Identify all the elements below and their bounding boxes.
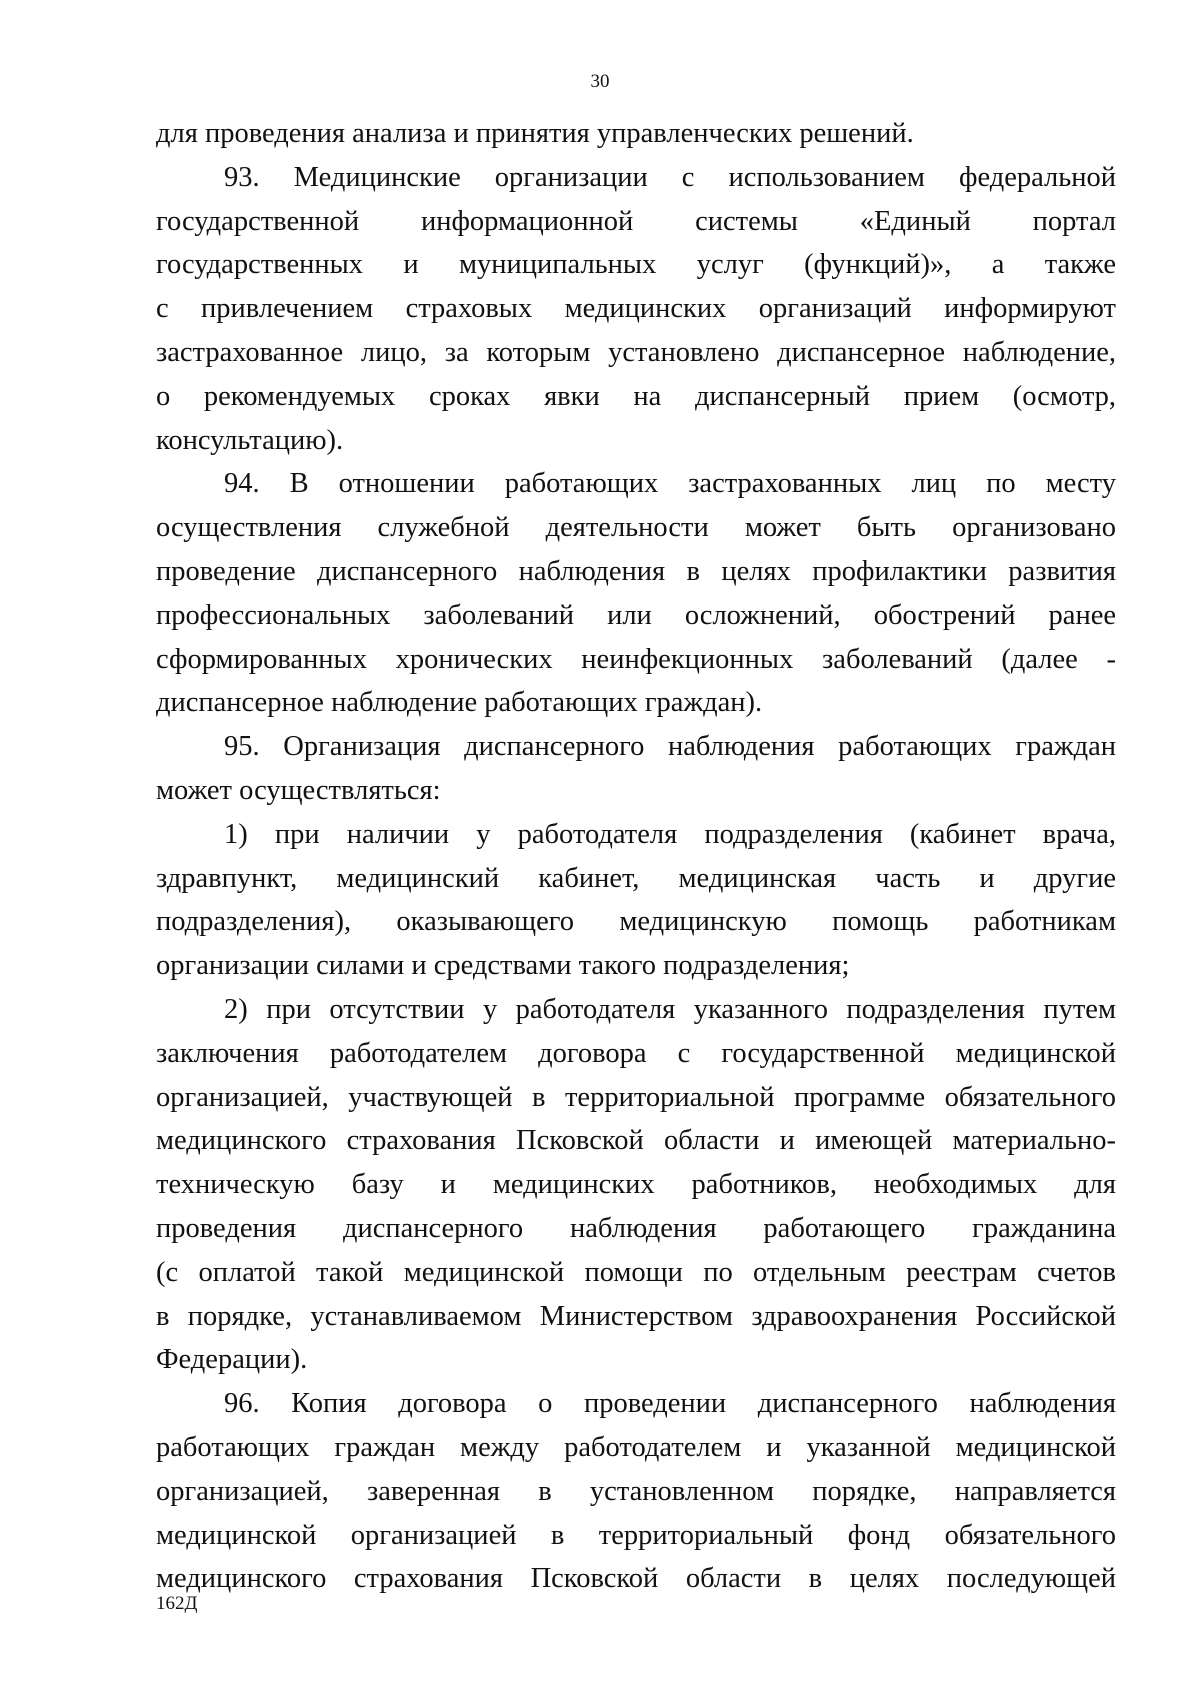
page-number: 30 [590, 71, 610, 92]
list-item-1-line: подразделения), оказывающего медицинскую помощь работникам [156, 906, 1116, 938]
list-item-2-line: техническую базу и медицинских работников, необходимых для [156, 1169, 1116, 1201]
paragraph-94-line: проведение диспансерного наблюдения в целях профилактики развития [156, 555, 1116, 587]
list-item-2-line: организацией, участвующей в территориальной программе обязательного [156, 1081, 1116, 1113]
list-item-1-line: здравпункт, медицинский кабинет, медицинская часть и другие [156, 862, 1116, 894]
text-line: для проведения анализа и принятия управленческих решений. [156, 118, 914, 149]
paragraph-93-line: о рекомендуемых сроках явки на диспансерный прием (осмотр, [156, 380, 1116, 412]
paragraph-94-line: 94. В отношении работающих застрахованных лиц по месту [224, 468, 1116, 500]
paragraph-94-line: сформированных хронических неинфекционных заболеваний (далее - [156, 643, 1116, 675]
paragraph-94-line: профессиональных заболеваний или осложнений, обострений ранее [156, 599, 1116, 631]
paragraph-95-line: может осуществляться: [156, 774, 441, 806]
list-item-2-line: медицинского страхования Псковской области и имеющей материально- [156, 1125, 1116, 1157]
paragraph-96-line: 96. Копия договора о проведении диспансерного наблюдения [224, 1388, 1116, 1420]
paragraph-93-line: 93. Медицинские организации с использованием федеральной [224, 161, 1116, 193]
list-item-2-line: (с оплатой такой медицинской помощи по отдельным реестрам счетов [156, 1256, 1116, 1288]
document-code: 162Д [156, 1593, 198, 1614]
list-item-2-line: проведения диспансерного наблюдения работающего гражданина [156, 1212, 1116, 1244]
paragraph-93-line: государственной информационной системы «Единый портал [156, 205, 1116, 237]
document-body [156, 112, 1116, 1601]
paragraph-93-line: застрахованное лицо, за которым установлено диспансерное наблюдение, [156, 336, 1116, 368]
list-item-1-line: 1) при наличии у работодателя подразделения (кабинет врача, [224, 818, 1116, 850]
paragraph-96-line: организацией, заверенная в установленном порядке, направляется [156, 1475, 1116, 1507]
list-item-2-line: в порядке, устанавливаемом Министерством здравоохранения Российской [156, 1300, 1116, 1332]
paragraph-93-line: с привлечением страховых медицинских организаций информируют [156, 293, 1116, 325]
list-item-2-line: 2) при отсутствии у работодателя указанного подразделения путем [224, 993, 1116, 1025]
paragraph-96-line: медицинской организацией в территориальный фонд обязательного [156, 1519, 1116, 1551]
paragraph-96-line: работающих граждан между работодателем и указанной медицинской [156, 1431, 1116, 1463]
paragraph-94-line: диспансерное наблюдение работающих граждан). [156, 687, 763, 719]
paragraph-96-line: медицинского страхования Псковской области в целях последующей [156, 1563, 1116, 1595]
list-item-1-line: организации силами и средствами такого подразделения; [156, 950, 850, 982]
paragraph-93-line: государственных и муниципальных услуг (функций)», а также [156, 249, 1116, 281]
paragraph-93-line: консультацию). [156, 424, 344, 456]
list-item-2-line: заключения работодателем договора с государственной медицинской [156, 1037, 1116, 1069]
paragraph-94-line: осуществления служебной деятельности может быть организовано [156, 512, 1116, 544]
paragraph-95-line: 95. Организация диспансерного наблюдения работающих граждан [224, 731, 1116, 763]
list-item-2-line: Федерации). [156, 1344, 308, 1376]
